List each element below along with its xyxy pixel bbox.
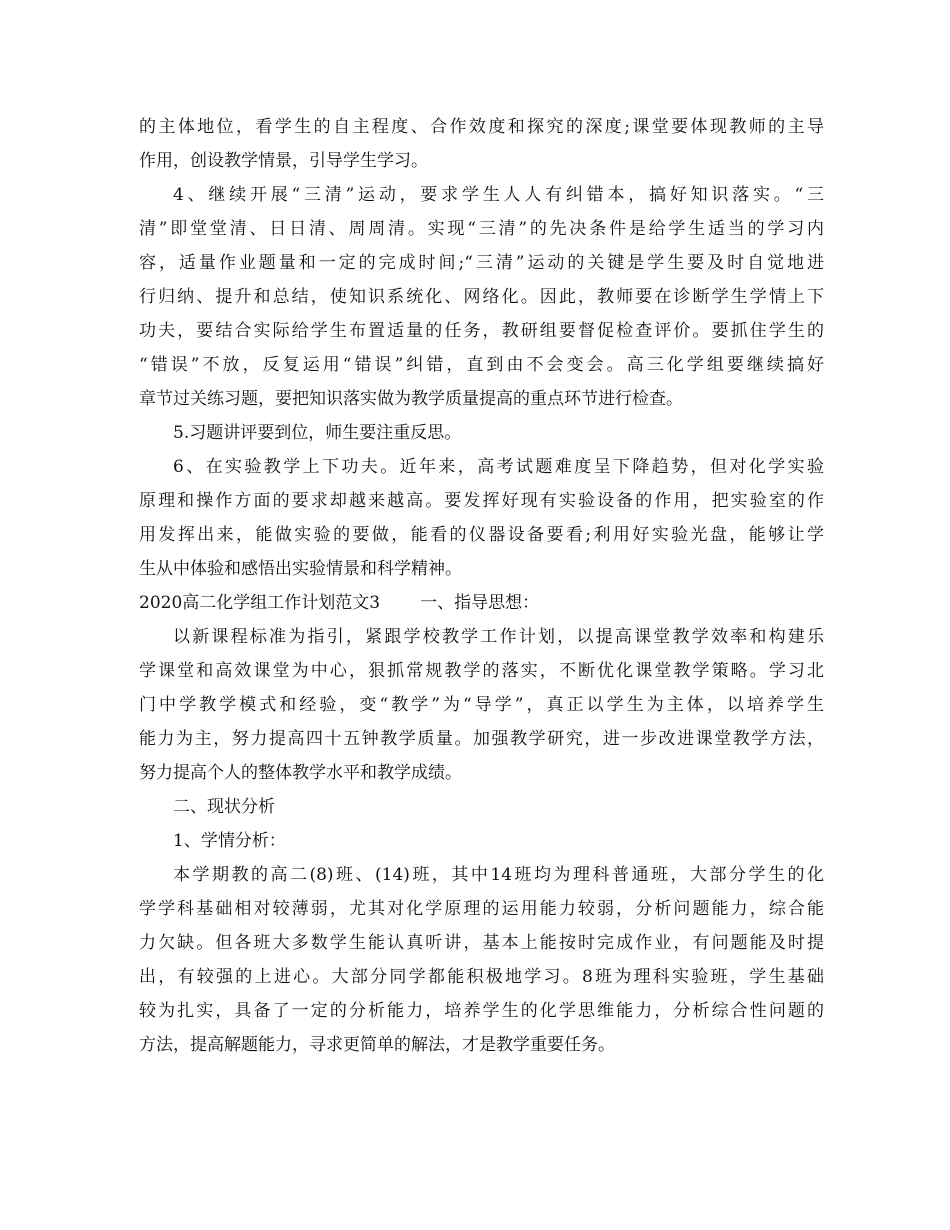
text-line: 章节过关练习题，要把知识落实做为教学质量提高的重点环节进行检查。 bbox=[139, 389, 683, 409]
text-line: 二、现状分析 bbox=[173, 797, 275, 817]
section-heading-line bbox=[139, 586, 824, 620]
text-line: 门中学教学模式和经验，变“教学”为“导学”，真正以学生为主体，以培养学生 bbox=[139, 695, 824, 715]
text-line: 1、学情分析： bbox=[173, 831, 286, 851]
text-line: 容，适量作业题量和一定的完成时间;“三清”运动的关键是学生要及时自觉地进 bbox=[139, 253, 824, 273]
text-line: 4、继续开展“三清”运动，要求学生人人有纠错本，搞好知识落实。“三 bbox=[173, 185, 824, 205]
paragraph-item-6 bbox=[139, 450, 824, 586]
text-line: 方法，提高解题能力，寻求更简单的解法，才是教学重要任务。 bbox=[139, 1035, 615, 1055]
text-line: 6、在实验教学上下功夫。近年来，高考试题难度呈下降趋势，但对化学实验 bbox=[173, 457, 824, 477]
section-title: 2020高二化学组工作计划范文3 bbox=[139, 593, 381, 613]
paragraph-item-5 bbox=[139, 416, 824, 450]
text-line: “错误”不放，反复运用“错误”纠错，直到由不会变会。高三化学组要继续搞好 bbox=[139, 355, 824, 375]
document-body bbox=[139, 110, 824, 1062]
text-line: 学学科基础相对较薄弱，尤其对化学原理的运用能力较弱，分析问题能力，综合能 bbox=[139, 899, 824, 919]
text-line: 用发挥出来，能做实验的要做，能看的仪器设备要看;利用好实验光盘，能够让学 bbox=[139, 525, 824, 545]
paragraph-item-4 bbox=[139, 178, 824, 416]
text-line: 力欠缺。但各班大多数学生能认真听讲，基本上能按时完成作业，有问题能及时提 bbox=[139, 933, 824, 953]
paragraph-intro-continuation bbox=[139, 110, 824, 178]
section-heading bbox=[139, 586, 824, 620]
heading-status-analysis bbox=[139, 790, 824, 824]
text-line: 功夫，要结合实际给学生布置适量的任务，教研组要督促检查评价。要抓住学生的 bbox=[139, 321, 824, 341]
text-line: 以新课程标准为指引，紧跟学校教学工作计划，以提高课堂教学效率和构建乐 bbox=[173, 627, 824, 647]
text-line: 的主体地位，看学生的自主程度、合作效度和探究的深度;课堂要体现教师的主导 bbox=[139, 117, 824, 137]
text-line: 能力为主，努力提高四十五钟教学质量。加强教学研究，进一步改进课堂教学方法， bbox=[139, 729, 824, 749]
text-line: 生从中体验和感悟出实验情景和科学精神。 bbox=[139, 559, 462, 579]
text-line: 出，有较强的上进心。大部分同学都能积极地学习。8班为理科实验班，学生基础 bbox=[139, 967, 824, 987]
text-line: 努力提高个人的整体教学水平和教学成绩。 bbox=[139, 763, 462, 783]
heading-student-analysis bbox=[139, 824, 824, 858]
text-line: 本学期教的高二(8)班、(14)班，其中14班均为理科普通班，大部分学生的化 bbox=[173, 865, 824, 885]
paragraph-student-analysis bbox=[139, 858, 824, 1062]
section-subheading: 一、指导思想： bbox=[420, 593, 540, 613]
text-line: 较为扎实，具备了一定的分析能力，培养学生的化学思维能力，分析综合性问题的 bbox=[139, 1001, 824, 1021]
text-line: 作用，创设教学情景，引导学生学习。 bbox=[139, 151, 428, 171]
text-line: 行归纳、提升和总结，使知识系统化、网络化。因此，教师要在诊断学生学情上下 bbox=[139, 287, 824, 307]
text-line: 清”即堂堂清、日日清、周周清。实现“三清”的先决条件是给学生适当的学习内 bbox=[139, 219, 824, 239]
paragraph-guiding-thought bbox=[139, 620, 824, 790]
text-line: 学课堂和高效课堂为中心，狠抓常规教学的落实，不断优化课堂教学策略。学习北 bbox=[139, 661, 824, 681]
text-line: 原理和操作方面的要求却越来越高。要发挥好现有实验设备的作用，把实验室的作 bbox=[139, 491, 824, 511]
text-line: 5.习题讲评要到位，师生要注重反思。 bbox=[173, 423, 462, 443]
